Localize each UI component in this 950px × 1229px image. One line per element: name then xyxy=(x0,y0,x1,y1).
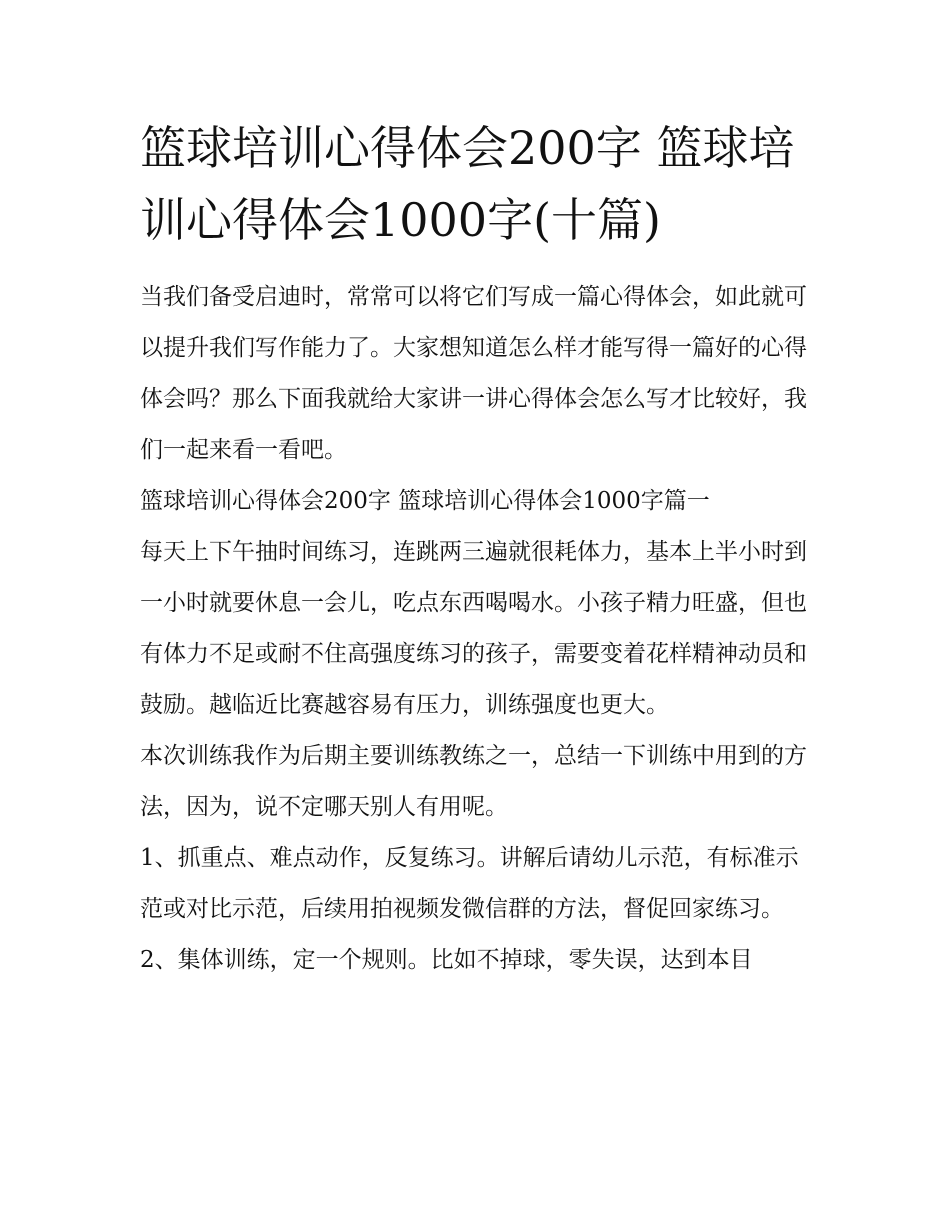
document-title: 篮球培训心得体会200字 篮球培训心得体会1000字(十篇) xyxy=(140,121,795,247)
document-body xyxy=(140,112,820,986)
list-item: 2、集体训练，定一个规则。比如不掉球，零失误，达到本目 xyxy=(140,947,753,973)
body-paragraph: 每天上下午抽时间练习，连跳两三遍就很耗体力，基本上半小时到一小时就要休息一会儿，吃点东西喝喝水。小孩子精力旺盛，但也有体力不足或耐不住高强度练习的孩子，需要变着花样精神动员和鼓励。越临近比赛越容易有压力，训练强度也更大。 xyxy=(140,539,807,718)
body-paragraph: 本次训练我作为后期主要训练教练之一，总结一下训练中用到的方法，因为，说不定哪天别人有用呢。 xyxy=(140,743,807,820)
list-item: 1、抓重点、难点动作，反复练习。讲解后请幼儿示范，有标准示范或对比示范，后续用拍视频发微信群的方法，督促回家练习。 xyxy=(140,845,799,922)
intro-paragraph: 当我们备受启迪时，常常可以将它们写成一篇心得体会，如此就可以提升我们写作能力了。大家想知道怎么样才能写得一篇好的心得体会吗？那么下面我就给大家讲一讲心得体会怎么写才比较好，我们一起来看一看吧。 xyxy=(140,284,807,463)
section-heading: 篮球培训心得体会200字 篮球培训心得体会1000字篇一 xyxy=(140,488,710,514)
